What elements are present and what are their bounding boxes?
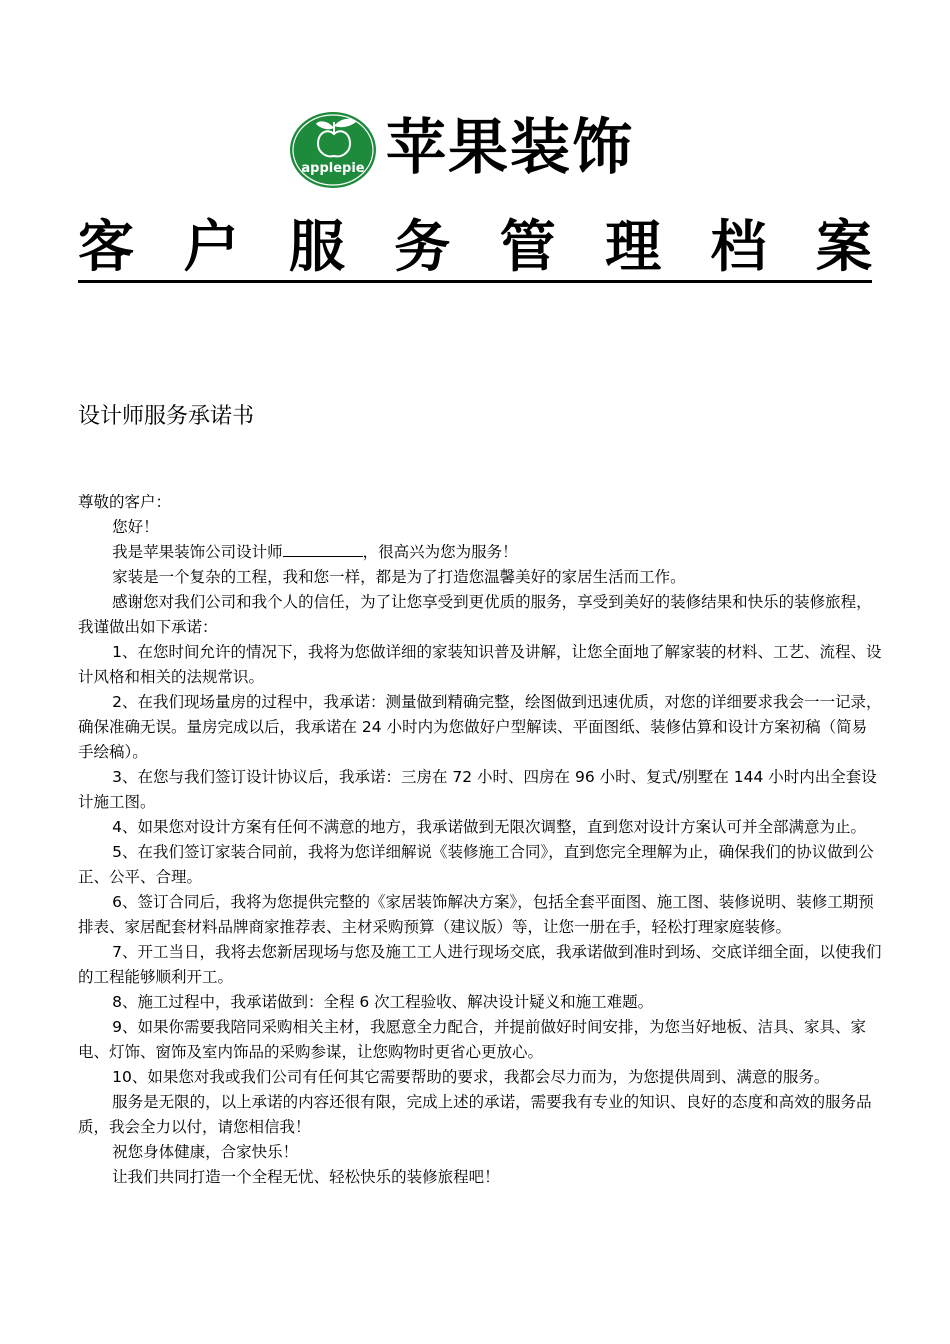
- commitment-item: 6、签订合同后，我将为您提供完整的《家居装饰解决方案》，包括全套平面图、施工图、装修说明、装修工期预排表、家居配套材料品牌商家推荐表、主材采购预算（建议版）等，让您一册在手，轻松打理家庭装修。: [78, 893, 874, 936]
- closing-wish: 让我们共同打造一个全程无忧、轻松快乐的装修旅程吧！: [112, 1168, 500, 1186]
- brand-name: 苹果装饰: [386, 113, 634, 183]
- apple-logo-icon: [288, 108, 378, 190]
- title-char: 档: [710, 215, 767, 280]
- commitment-item: 1、在您时间允许的情况下，我将为您做详细的家装知识普及讲解，让您全面地了解家装的材料、工艺、流程、设计风格和相关的法规常识。: [78, 643, 882, 686]
- commitment-item: 5、在我们签订家装合同前，我将为您详细解说《装修施工合同》，直到您完全理解为止，确保我们的协议做到公正、公平、合理。: [78, 843, 874, 886]
- logo-caption: applepie: [301, 161, 365, 176]
- section-heading: 设计师服务承诺书: [78, 404, 255, 429]
- commitment-item: 3、在您与我们签订设计协议后，我承诺：三房在 72 小时、四房在 96 小时、复式/别墅在 144 小时内出全套设计施工图。: [78, 768, 877, 811]
- intro-paragraph: [78, 540, 882, 565]
- commitment-item: 2、在我们现场量房的过程中，我承诺：测量做到精确完整，绘图做到迅速优质，对您的详细要求我会一一记录，确保准确无误。量房完成以后，我承诺在 24 小时内为您做好户型解读、平面图纸、装修估算和设计方案初稿（简易手绘稿）。: [78, 693, 882, 761]
- title-char: 案: [815, 215, 872, 280]
- paragraph: 感谢您对我们公司和我个人的信任，为了让您享受到更优质的服务，享受到美好的装修结果和快乐的装修旅程，我谨做出如下承诺：: [78, 593, 872, 636]
- commitment-item: 9、如果你需要我陪同采购相关主材，我愿意全力配合，并提前做好时间安排，为您当好地板、洁具、家具、家电、灯饰、窗饰及室内饰品的采购参谋，让您购物时更省心更放心。: [78, 1018, 866, 1061]
- commitment-item: 4、如果您对设计方案有任何不满意的地方，我承诺做到无限次调整，直到您对设计方案认可并全部满意为止。: [112, 818, 866, 836]
- intro-text: 我是苹果装饰公司设计师: [112, 543, 283, 561]
- title-char: 户: [183, 215, 240, 280]
- title-char: 服: [288, 215, 345, 280]
- title-char: 务: [394, 215, 451, 280]
- page-title: [78, 216, 872, 283]
- greeting: 您好！: [112, 518, 159, 536]
- salutation: 尊敬的客户：: [78, 493, 172, 511]
- paragraph: 家装是一个复杂的工程，我和您一样，都是为了打造您温馨美好的家居生活而工作。: [112, 568, 686, 586]
- title-char: 理: [605, 215, 662, 280]
- title-char: 客: [78, 215, 134, 280]
- title-char: 管: [499, 215, 556, 280]
- intro-text-end: ，很高兴为您为服务！: [362, 543, 518, 561]
- commitment-item: 8、施工过程中，我承诺做到：全程 6 次工程验收、解决设计疑义和施工难题。: [112, 993, 654, 1011]
- commitment-item: 10、如果您对我或我们公司有任何其它需要帮助的要求，我都会尽力而为，为您提供周到、满意的服务。: [112, 1068, 830, 1086]
- closing-wish: 祝您身体健康，合家快乐！: [112, 1143, 299, 1161]
- letter-body: [78, 490, 882, 1190]
- commitment-item: 7、开工当日，我将去您新居现场与您及施工工人进行现场交底，我承诺做到准时到场、交底详细全面，以使我们的工程能够顺利开工。: [78, 943, 882, 986]
- brand-logo: [288, 108, 668, 190]
- closing-paragraph: 服务是无限的，以上承诺的内容还很有限，完成上述的承诺，需要我有专业的知识、良好的态度和高效的服务品质，我会全力以付，请您相信我！: [78, 1093, 872, 1136]
- designer-name-blank: [283, 542, 363, 557]
